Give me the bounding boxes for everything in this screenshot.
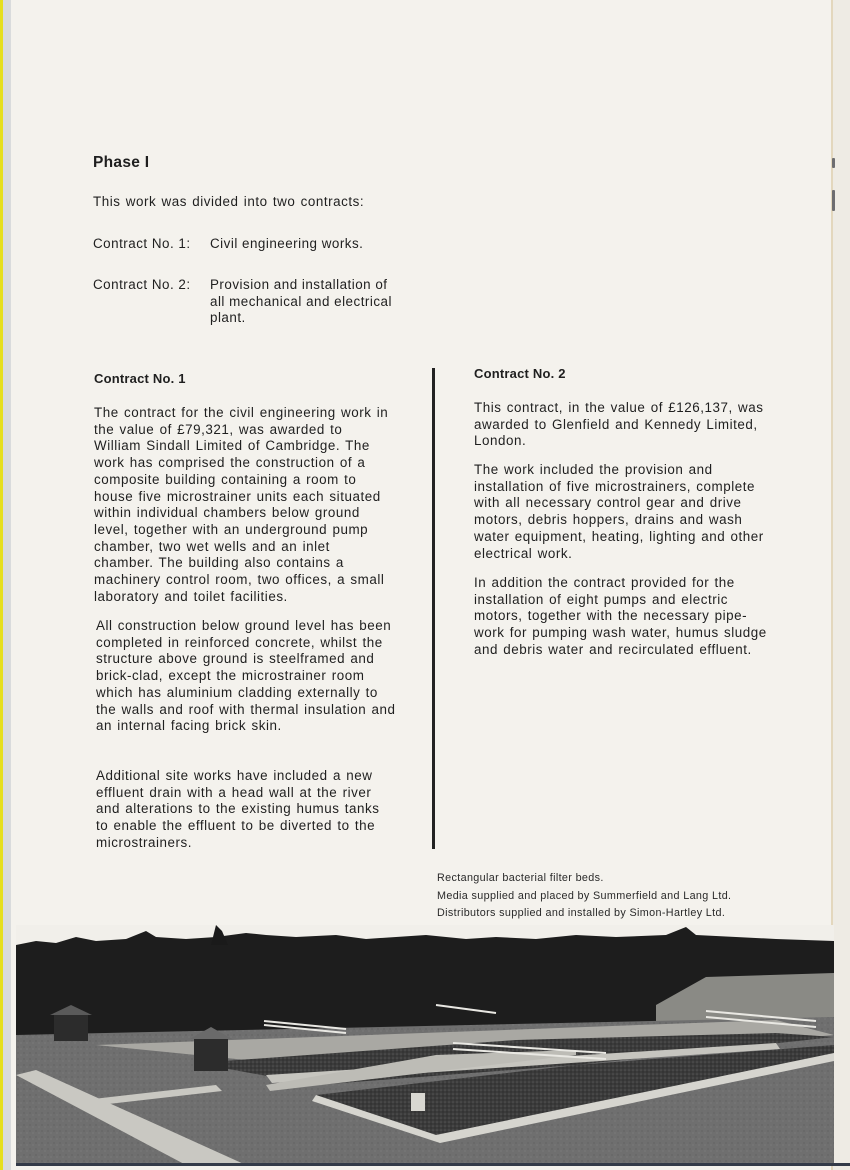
contract-summary-1 <box>93 236 400 253</box>
contract1-paragraph: Additional site works have included a new effluent drain with a head wall at the river and alterations to the existing humus tanks to enable the effluent to be diverted to the microstrainers. <box>96 768 380 850</box>
photo-border <box>16 1163 850 1166</box>
caption-line: Media supplied and placed by Summerfield and Lang Ltd. <box>437 889 732 902</box>
phase-intro: This work was divided into two contracts: <box>93 194 365 209</box>
contract-summary-label: Contract No. 1: <box>93 236 191 251</box>
binding-staple-icon <box>832 190 835 211</box>
contract2-paragraph: This contract, in the value of £126,137, was awarded to Glenfield and Kennedy Limited, London. <box>474 400 764 449</box>
page-gutter <box>3 0 11 1170</box>
contract2-paragraph: In addition the contract provided for the installation of eight pumps and electric motors, together with the necessary pipe-work for pumping wash water, humus sludge and debris water and recirculated effluent. <box>474 575 767 657</box>
filter-beds-illustration <box>16 925 834 1165</box>
contract-summary-value: Provision and installation of all mechanical and electrical plant. <box>210 277 392 326</box>
contract2-heading: Contract No. 2 <box>474 366 566 381</box>
filter-beds-photo <box>16 925 834 1165</box>
caption-line: Rectangular bacterial filter beds. <box>437 872 604 884</box>
page-margin <box>833 0 850 1170</box>
phase-title: Phase I <box>93 154 150 171</box>
photo-caption <box>437 870 731 923</box>
contract1-paragraph: The contract for the civil engineering work in the value of £79,321, was awarded to William Sindall Limited of Cambridge. The work has comprised the construction of a composite building containing a room to house five microstrainer units each situated within individual chambers below ground level, together with an underground pump chamber, two wet wells and an inlet chamber. The building also contains a machinery control room, two offices, a small laboratory and toilet facilities. <box>94 405 389 604</box>
contract1-heading: Contract No. 1 <box>94 371 186 386</box>
caption-line: Distributors supplied and installed by Simon-Hartley Ltd. <box>437 907 726 919</box>
contract-summary-2 <box>93 277 400 327</box>
binding-staple-icon <box>832 158 835 168</box>
contract1-paragraph: All construction below ground level has been completed in reinforced concrete, whilst the structure above ground is steelframed and brick-clad, except the microstrainer room which has aluminium cladding externally to the walls and roof with thermal insulation and an internal facing brick skin. <box>96 618 396 734</box>
contract-summary-value: Civil engineering works. <box>210 236 364 251</box>
column-divider <box>432 368 435 849</box>
contract-summary-label: Contract No. 2: <box>93 277 191 292</box>
contract2-paragraph: The work included the provision and installation of five microstrainers, complete with all necessary control gear and drive motors, debris hoppers, drains and wash water equipment, heating, lighting and other electrical work. <box>474 462 764 561</box>
